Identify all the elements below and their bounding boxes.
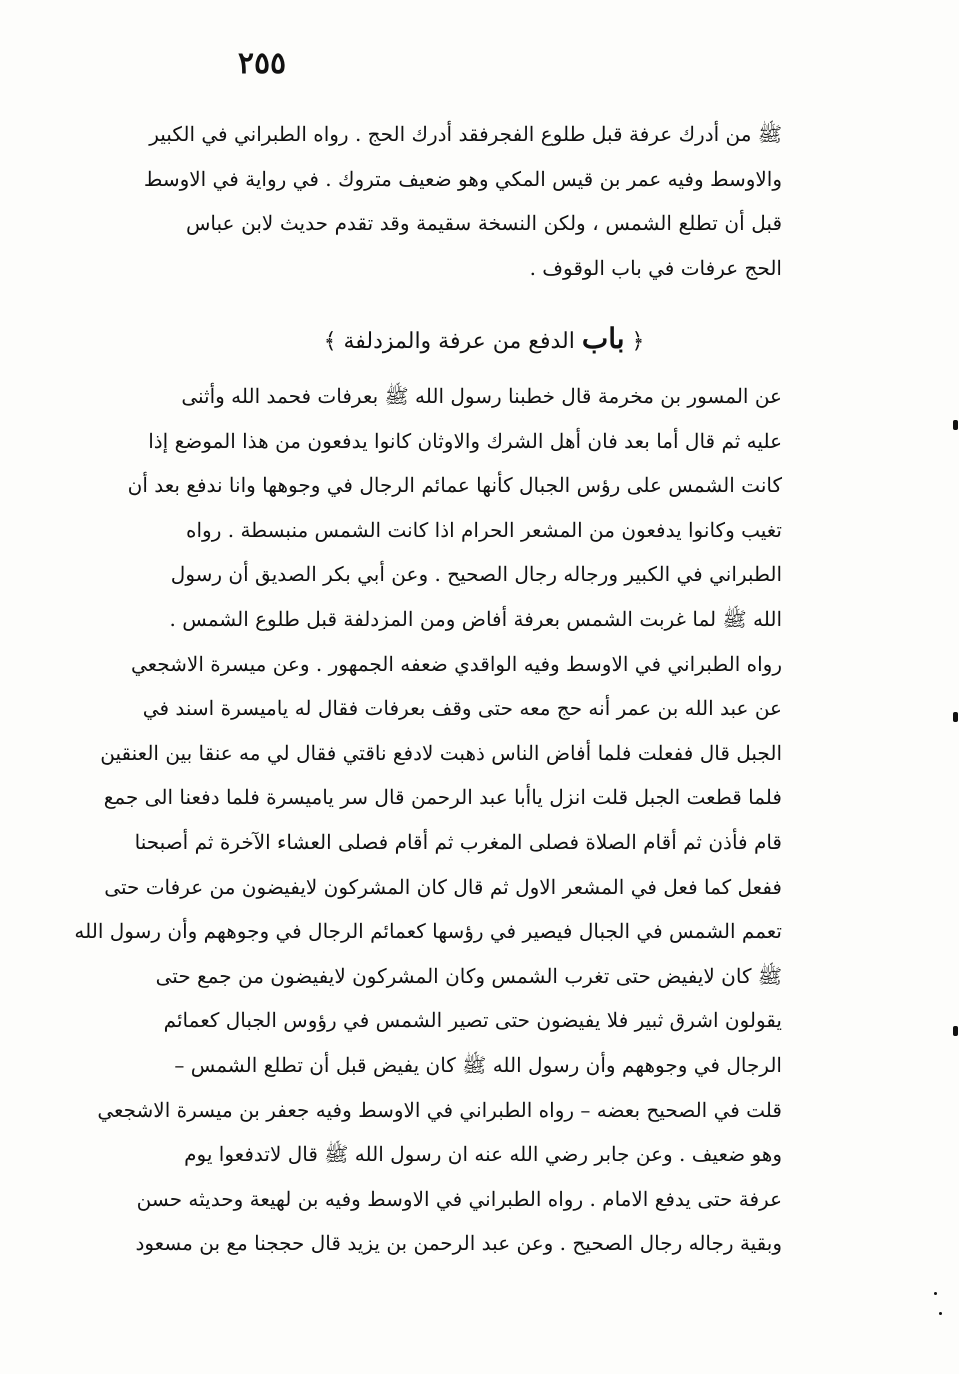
top-paragraph [143,112,782,290]
text-line: رواه الطبراني في الاوسط وفيه الواقدي ضعفه الجمهور . وعن ميسرة الاشجعي [130,651,782,676]
scan-speck [934,1292,937,1295]
text-line: عن عبد الله بن عمر أنه حج معه حتى وقف بعرفات فقال له ياميسرة اسند في [142,696,782,721]
text-line: عرفة حتى يدفع الامام . رواه الطبراني في الاوسط وفيه بن لهيعة وحديثه حسن [136,1186,782,1211]
heading-title: الدفع من عرفة والمزدلفة [343,329,575,354]
page-number: ٢٥٥ [237,46,287,81]
text-line: الله ﷺ لما غربت الشمس بعرفة أفاض ومن المزدلفة قبل طلوع الشمس . [169,606,782,631]
heading-keyword: باب [581,322,625,355]
text-line: الجبل قال ففعلت فلما أفاض الناس ذهبت لادفع ناقتي فقال لي مه عنقا بين العنقين [100,740,782,765]
text-line: وهو ضعيف . وعن جابر رضي الله عنه ان رسول الله ﷺ قال لاتدفعوا يوم [184,1142,782,1167]
text-line: الحج عرفات في باب الوقوف . [529,255,782,280]
text-line: والاوسط وفيه عمر بن قيس المكي وهو ضعيف متروك . في رواية في الاوسط [143,166,782,191]
heading-close-bracket: ﴾ [323,329,337,354]
text-line: الطبراني في الكبير ورجاله رجال الصحيح . وعن أبي بكر الصديق أن رسول [170,562,782,587]
scan-edge-mark [953,712,958,722]
text-line: تغيب وكانوا يدفعون من المشعر الحرام اذا كانت الشمس منبسطة . رواه [186,517,782,542]
text-line: قام فأذن ثم أقام الصلاة فصلى المغرب ثم أقام فصلى العشاء الآخرة ثم أصبحنا [134,829,782,854]
text-line: عليه ثم قال أما بعد فان أهل الشرك والاوثان كانوا يدفعون من هذا الموضع إذا [148,428,782,453]
main-text [74,374,782,1266]
heading-open-bracket: ﴿ [631,329,645,354]
scan-edge-mark [953,1026,958,1036]
text-line: عن المسور بن مخرمة قال خطبنا رسول الله ﷺ بعرفات فحمد الله وأثنى [181,384,782,408]
scan-speck [939,1312,942,1315]
text-line: يقولون اشرق ثبير فلا يفيضون حتى تصير الشمس في رؤوس الجبال كعمائم [163,1008,782,1033]
chapter-heading [186,316,782,365]
text-line: ﷺ من أدرك عرفة قبل طلوع الفجرفقد أدرك الحج . رواه الطبراني في الكبير [149,122,782,146]
text-line: كانت الشمس على رؤس الجبال كأنها عمائم الرجال في وجوهها وانا ندفع بعد أن [127,473,782,498]
text-line: قلت في الصحيح بعضه – رواه الطبراني في الاوسط وفيه جعفر بن ميسرة الاشجعي [97,1097,782,1122]
text-line: الرجال في وجوههم وأن رسول الله ﷺ كان يفيض قبل أن تطلع الشمس – [174,1052,782,1077]
text-line: ففعل كما فعل في المشعر الاول ثم قال كان المشركون لايفيضون من عرفات حتى [104,874,782,899]
text-line: قبل أن تطلع الشمس ، ولكن النسخة سقيمة وقد تقدم حديث لابن عباس [186,211,782,236]
scan-edge-mark [953,420,958,430]
text-line: وبقية رجاله رجال الصحيح . وعن عبد الرحمن بن يزيد قال حججنا مع بن مسعود [135,1231,782,1256]
text-line: تعمم الشمس في الجبال فيصير في رؤسها كعمائم الرجال في وجوههم وأن رسول الله [74,919,782,944]
text-line: ﷺ كان لايفيض حتى تغرب الشمس وكان المشركون لايفيضون من جمع حتى [155,963,782,988]
text-line: فلما قطعت الجبل قلت انزل ياأبا عبد الرحمن قال سر ياميسرة فلما دفعنا الى جمع [103,785,782,810]
